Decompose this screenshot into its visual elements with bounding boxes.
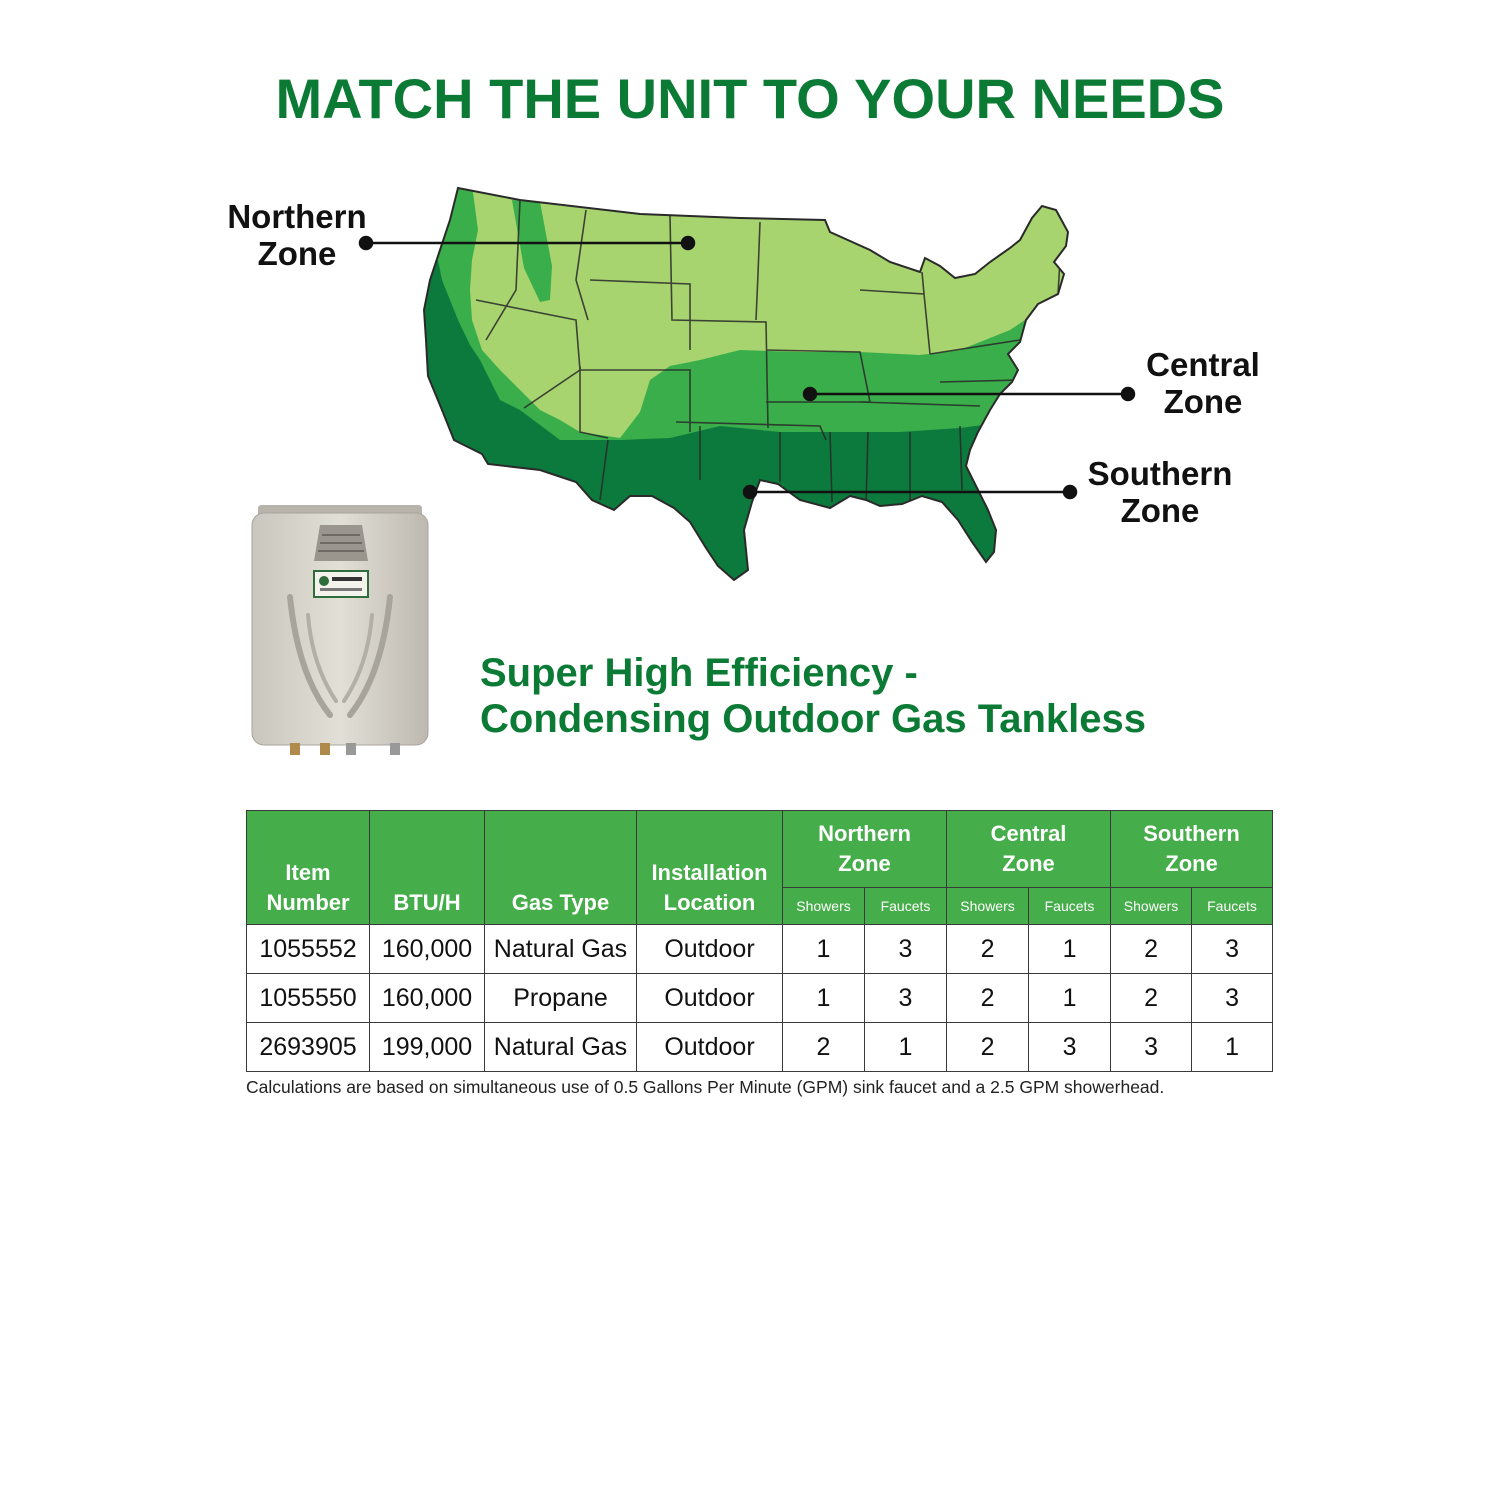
cell-northern-faucets: 1 [865, 1023, 947, 1072]
cell-northern-showers: 1 [783, 974, 865, 1023]
cell-btu: 160,000 [370, 974, 485, 1023]
cell-northern-faucets: 3 [865, 974, 947, 1023]
cell-item-number: 1055552 [247, 925, 370, 974]
cell-gas-type: Natural Gas [485, 925, 637, 974]
cell-southern-faucets: 1 [1192, 1023, 1273, 1072]
page-headline: MATCH THE UNIT TO YOUR NEEDS [275, 67, 1225, 130]
cell-southern-faucets: 3 [1192, 925, 1273, 974]
cell-southern-showers: 2 [1111, 974, 1192, 1023]
calculation-footnote: Calculations are based on simultaneous use of 0.5 Gallons Per Minute (GPM) sink faucet and a 2.5 GPM showerhead. [246, 1077, 1165, 1097]
central-zone-label: Central Zone [1146, 346, 1260, 420]
cell-central-showers: 2 [947, 1023, 1029, 1072]
cell-central-faucets: 3 [1029, 1023, 1111, 1072]
header-gas-type: Gas Type [485, 811, 637, 925]
header-central-faucets: Faucets [1029, 888, 1111, 925]
cell-central-showers: 2 [947, 925, 1029, 974]
header-item-number: Item Number [247, 811, 370, 925]
cell-northern-showers: 1 [783, 925, 865, 974]
header-northern-faucets: Faucets [865, 888, 947, 925]
table-row [247, 1023, 1273, 1072]
cell-southern-showers: 3 [1111, 1023, 1192, 1072]
cell-southern-faucets: 3 [1192, 974, 1273, 1023]
header-southern-showers: Showers [1111, 888, 1192, 925]
header-installation-location: Installation Location [637, 811, 783, 925]
cell-location: Outdoor [637, 974, 783, 1023]
northern-zone-label: Northern Zone [227, 198, 367, 272]
header-central-zone: Central Zone [947, 811, 1111, 888]
southern-zone-end-dot [1064, 486, 1076, 498]
cell-northern-showers: 2 [783, 1023, 865, 1072]
cell-btu: 160,000 [370, 925, 485, 974]
header-southern-faucets: Faucets [1192, 888, 1273, 925]
cell-central-faucets: 1 [1029, 925, 1111, 974]
header-central-showers: Showers [947, 888, 1029, 925]
southern-zone-label: Southern Zone [1087, 455, 1233, 529]
table-row [247, 925, 1273, 974]
cell-southern-showers: 2 [1111, 925, 1192, 974]
central-zone-map-dot [804, 388, 816, 400]
cell-location: Outdoor [637, 925, 783, 974]
header-southern-zone: Southern Zone [1111, 811, 1273, 888]
header-btu: BTU/H [370, 811, 485, 925]
cell-central-showers: 2 [947, 974, 1029, 1023]
spec-table [246, 810, 1273, 1072]
southern-zone-map-dot [744, 486, 756, 498]
header-northern-showers: Showers [783, 888, 865, 925]
header-northern-zone: Northern Zone [783, 811, 947, 888]
cell-btu: 199,000 [370, 1023, 485, 1072]
cell-gas-type: Propane [485, 974, 637, 1023]
cell-northern-faucets: 3 [865, 925, 947, 974]
cell-location: Outdoor [637, 1023, 783, 1072]
table-row [247, 974, 1273, 1023]
water-heater-product-image [250, 505, 430, 765]
cell-item-number: 2693905 [247, 1023, 370, 1072]
cell-central-faucets: 1 [1029, 974, 1111, 1023]
cell-item-number: 1055550 [247, 974, 370, 1023]
cell-gas-type: Natural Gas [485, 1023, 637, 1072]
product-title: Super High Efficiency - Condensing Outdoor Gas Tankless [480, 651, 1147, 741]
northern-zone-map-dot [682, 237, 694, 249]
